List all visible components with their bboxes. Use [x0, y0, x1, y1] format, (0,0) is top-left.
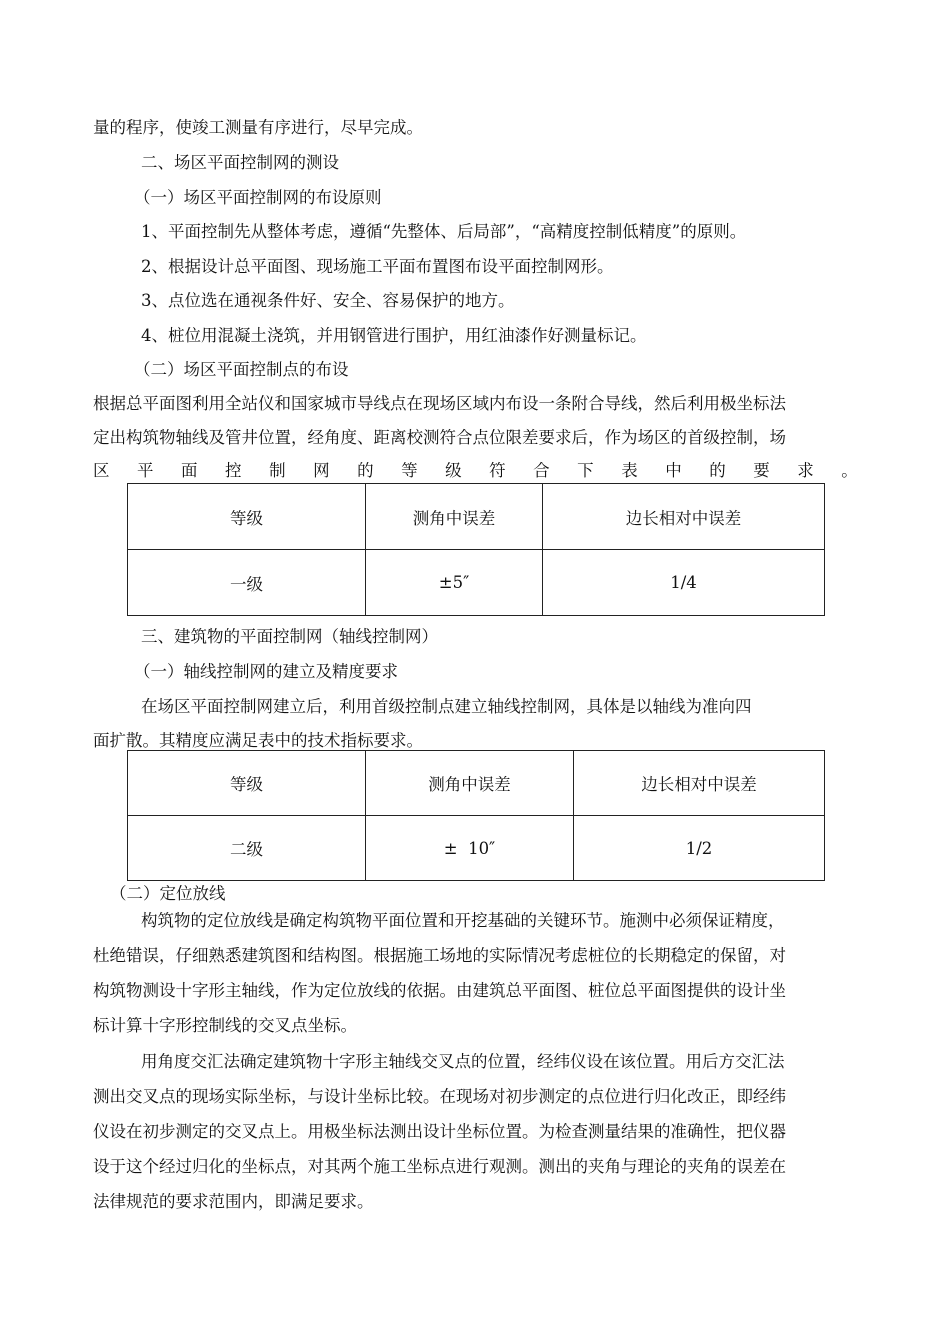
- char: 中: [665, 461, 682, 480]
- table-cell: ±5″: [366, 550, 543, 616]
- char: 级: [445, 461, 462, 480]
- char: 。: [841, 461, 858, 480]
- table-header-row: [128, 751, 825, 816]
- table-header-cell: 等级: [128, 484, 366, 550]
- table-cell: 一级: [128, 550, 366, 616]
- char: 网: [313, 461, 330, 480]
- paragraph-5-line-3: [93, 461, 858, 481]
- paragraph-1: 1、平面控制先从整体考虑，遵循“先整体、后局部”，“高精度控制低精度”的原则。: [141, 222, 747, 241]
- char: 控: [225, 461, 242, 480]
- char: 符: [489, 461, 506, 480]
- char: 的: [709, 461, 726, 480]
- table-header-cell: 测角中误差: [366, 484, 543, 550]
- heading-3-2: （二）定位放线: [110, 884, 226, 903]
- paragraph-7-line-2: 杜绝错误，仔细熟悉建筑图和结构图。根据施工场地的实际情况考虑桩位的长期稳定的保留，对: [93, 946, 786, 965]
- table-row: [128, 550, 825, 616]
- precision-table-2: [127, 750, 825, 881]
- char: 平: [137, 461, 154, 480]
- paragraph-6-line-1: 在场区平面控制网建立后，利用首级控制点建立轴线控制网，具体是以轴线为准向四: [141, 697, 752, 716]
- paragraph-7-line-4: 标计算十字形控制线的交叉点坐标。: [93, 1016, 357, 1035]
- char: 的: [357, 461, 374, 480]
- table-row: [128, 816, 825, 881]
- heading-2-1: （一）场区平面控制网的布设原则: [134, 188, 382, 207]
- char: 制: [269, 461, 286, 480]
- char: 区: [93, 461, 110, 480]
- table-header-cell: 等级: [128, 751, 366, 816]
- paragraph-2: 2、根据设计总平面图、现场施工平面布置图布设平面控制网形。: [141, 257, 614, 276]
- table-header-cell: 测角中误差: [366, 751, 574, 816]
- table-cell: 二级: [128, 816, 366, 881]
- char: 表: [621, 461, 638, 480]
- table-header-cell: 边长相对中误差: [543, 484, 825, 550]
- char: 下: [577, 461, 594, 480]
- heading-2: 二、场区平面控制网的测设: [141, 153, 339, 172]
- char: 等: [401, 461, 418, 480]
- heading-3: 三、建筑物的平面控制网（轴线控制网）: [141, 627, 438, 646]
- paragraph-8-line-2: 测出交叉点的现场实际坐标，与设计坐标比较。在现场对初步测定的点位进行归化改正，即经纬: [93, 1087, 786, 1106]
- paragraph-5-line-2: 定出构筑物轴线及管井位置，经角度、距离校测符合点位限差要求后，作为场区的首级控制，场: [93, 428, 786, 447]
- table-header-row: [128, 484, 825, 550]
- paragraph-4: 4、桩位用混凝土浇筑，并用钢管进行围护，用红油漆作好测量标记。: [141, 326, 647, 345]
- table-header-cell: 边长相对中误差: [574, 751, 825, 816]
- paragraph-8-line-3: 仪设在初步测定的交叉点上。用极坐标法测出设计坐标位置。为检查测量结果的准确性，把仪器: [93, 1122, 786, 1141]
- char: 求: [797, 461, 814, 480]
- paragraph-8-line-4: 设于这个经过归化的坐标点，对其两个施工坐标点进行观测。测出的夹角与理论的夹角的误差在: [93, 1157, 786, 1176]
- text-line: 量的程序，使竣工测量有序进行，尽早完成。: [93, 118, 423, 137]
- paragraph-5-line-1: 根据总平面图利用全站仪和国家城市导线点在现场区域内布设一条附合导线，然后利用极坐标法: [93, 394, 786, 413]
- paragraph-7-line-3: 构筑物测设十字形主轴线，作为定位放线的依据。由建筑总平面图、桩位总平面图提供的设计坐: [93, 981, 786, 1000]
- table-cell: ± 10″: [366, 816, 574, 881]
- char: 面: [181, 461, 198, 480]
- paragraph-8-line-5: 法律规范的要求范围内，即满足要求。: [93, 1192, 374, 1211]
- heading-3-1: （一）轴线控制网的建立及精度要求: [134, 662, 398, 681]
- precision-table-1: [127, 483, 825, 616]
- paragraph-6-line-2: 面扩散。其精度应满足表中的技术指标要求。: [93, 731, 423, 750]
- paragraph-7-line-1: 构筑物的定位放线是确定构筑物平面位置和开挖基础的关键环节。施测中必须保证精度，: [141, 911, 785, 930]
- char: 合: [533, 461, 550, 480]
- paragraph-3: 3、点位选在通视条件好、安全、容易保护的地方。: [141, 291, 515, 310]
- table-cell: 1/4: [543, 550, 825, 616]
- char: 要: [753, 461, 770, 480]
- paragraph-8-line-1: 用角度交汇法确定建筑物十字形主轴线交叉点的位置，经纬仪设在该位置。用后方交汇法: [141, 1052, 785, 1071]
- table-cell: 1/2: [574, 816, 825, 881]
- heading-2-2: （二）场区平面控制点的布设: [134, 360, 349, 379]
